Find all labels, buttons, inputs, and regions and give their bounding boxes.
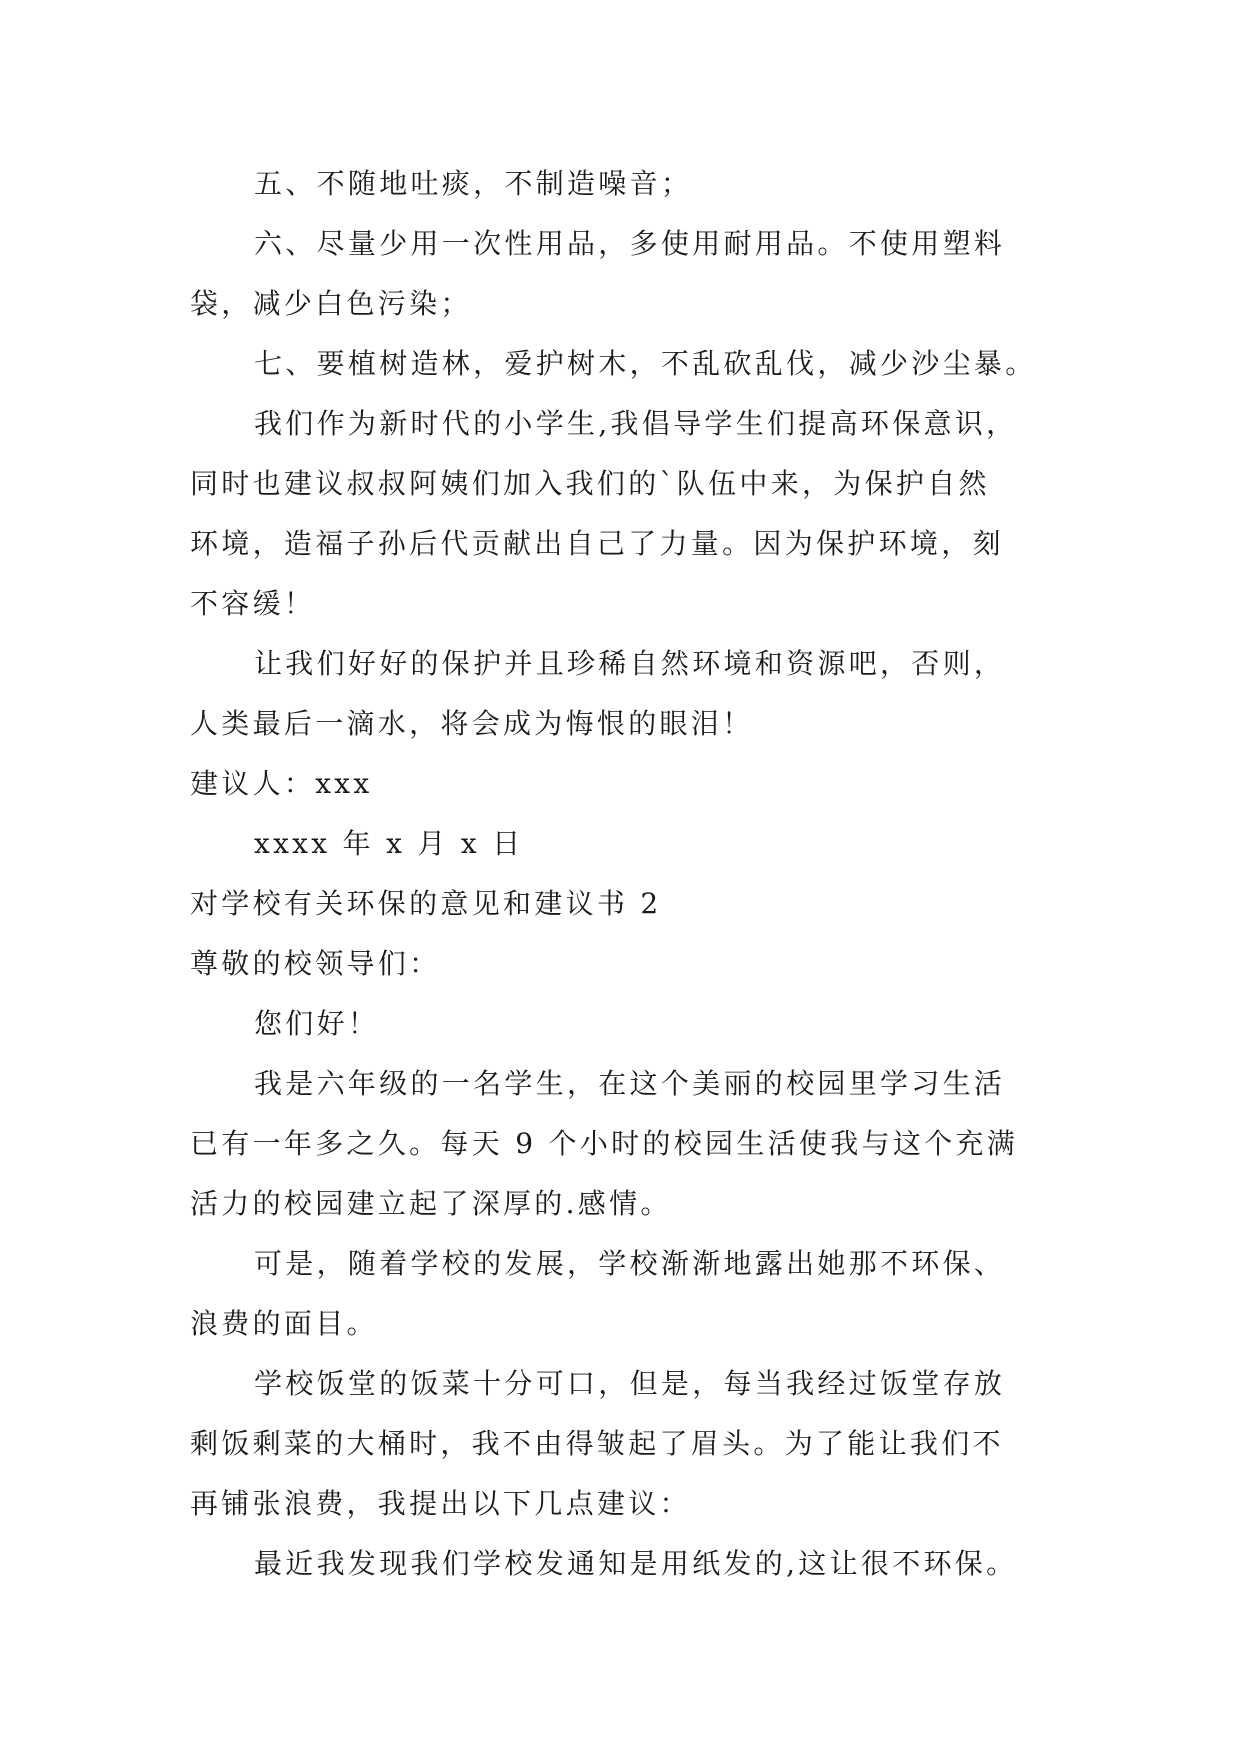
greeting: 您们好！ (254, 1007, 380, 1040)
list-item-five: 五、不随地吐痰，不制造噪音； (254, 167, 693, 200)
paragraph-line: 最近我发现我们学校发通知是用纸发的,这让很不环保。 (254, 1547, 1018, 1580)
section-title: 对学校有关环保的意见和建议书 2 (190, 887, 662, 920)
paragraph-line: 浪费的面目。 (190, 1307, 378, 1340)
paragraph-line: 我是六年级的一名学生，在这个美丽的校园里学习生活 (254, 1067, 1006, 1100)
list-item-six-continued: 袋，减少白色污染； (190, 287, 472, 320)
paragraph-line: 同时也建议叔叔阿姨们加入我们的`队伍中来，为保护自然 (190, 467, 990, 500)
paragraph-line: 让我们好好的保护并且珍稀自然环境和资源吧，否则， (254, 647, 1006, 680)
paragraph-line: 环境，造福子孙后代贡献出自己了力量。因为保护环境，刻 (190, 527, 1004, 560)
paragraph-line: 剩饭剩菜的大桶时，我不由得皱起了眉头。为了能让我们不 (190, 1427, 1004, 1460)
paragraph-line: 再铺张浪费，我提出以下几点建议： (190, 1487, 691, 1520)
salutation: 尊敬的校领导们： (190, 947, 441, 980)
paragraph-line: 可是，随着学校的发展，学校渐渐地露出她那不环保、 (254, 1247, 1006, 1280)
paragraph-line: 不容缓！ (190, 587, 316, 620)
paragraph-line: 人类最后一滴水，将会成为悔恨的眼泪！ (190, 707, 754, 740)
paragraph-line: 活力的校园建立起了深厚的.感情。 (190, 1187, 672, 1220)
list-item-six: 六、尽量少用一次性用品，多使用耐用品。不使用塑料 (254, 227, 1006, 260)
paragraph-line: 我们作为新时代的小学生,我倡导学生们提高环保意识， (254, 407, 1018, 440)
signatory-line: 建议人：xxx (190, 767, 373, 800)
list-item-seven: 七、要植树造林，爱护树木，不乱砍乱伐，减少沙尘暴。 (254, 347, 1037, 380)
date-line: xxxx 年 x 月 x 日 (254, 827, 524, 860)
paragraph-line: 已有一年多之久。每天 9 个小时的校园生活使我与这个充满 (190, 1127, 1019, 1160)
paragraph-line: 学校饭堂的饭菜十分可口，但是，每当我经过饭堂存放 (254, 1367, 1006, 1400)
